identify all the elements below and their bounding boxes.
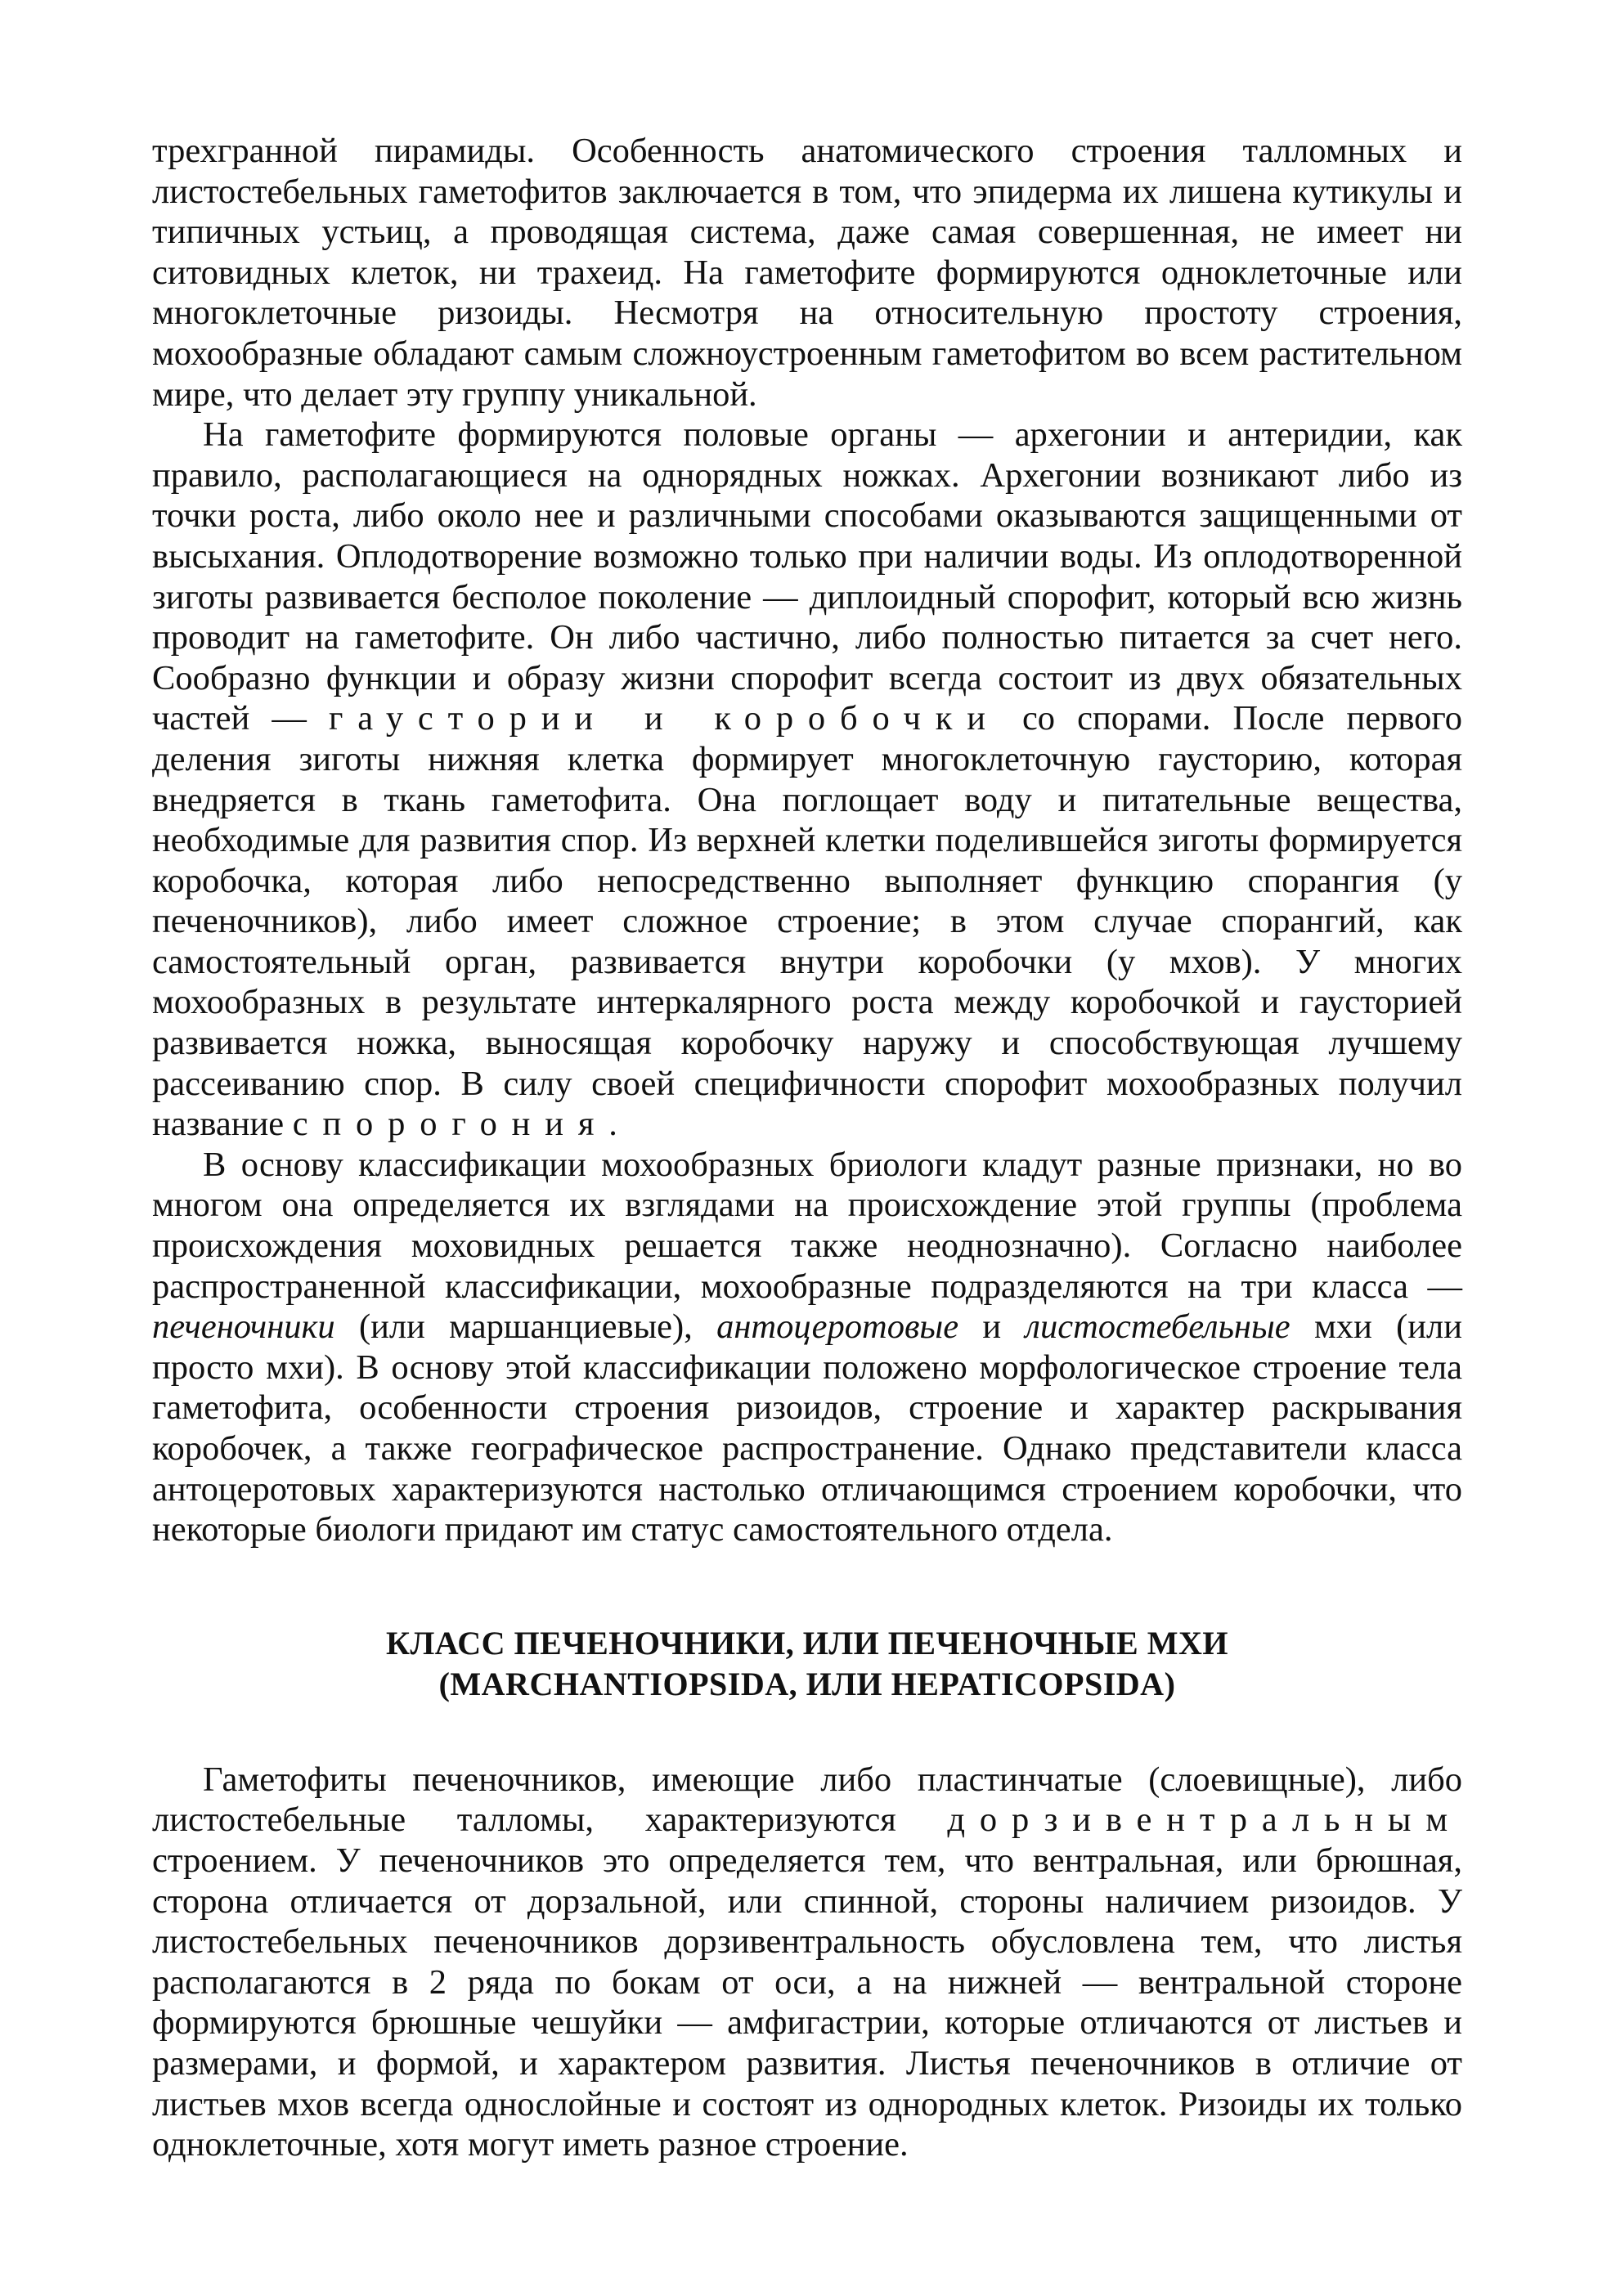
italic-term-liverworts: печеночники — [152, 1307, 335, 1347]
paragraph-1-text: трехгранной пирамиды. Особенность анатомического строения талломных и листостебельных гаметофитов заключается в том, что эпидерма их лишена кутикулы и типичных устьиц, а проводящая система, даже самая совершенная, не имеет ни ситовидных клеток, ни трахеид. На гаметофите формируются одноклеточные или многоклеточные ризоиды. Несмотря на относительную простоту строения, мохообразные обладают самым сложноустроенным гаметофитом во всем растительном мире, что делает эту группу уникальной. — [152, 132, 1462, 414]
italic-term-hornworts: антоцеротовые — [716, 1307, 959, 1347]
paragraph-3-text-b: (или маршанциевые), — [358, 1307, 693, 1347]
paragraph-3-text-d: мхи (или просто мхи). В основу этой классификации положено морфологическое строение тела гаметофита, особенности строения ризоидов, строение и характер раскрывания коробочек, а также географическое распространение. Однако представители класса антоцеротовых характеризуются настолько отличающимся строением коробочки, что некоторые биологи придают им статус самостоятельного отдела. — [152, 1307, 1462, 1549]
section-heading-line-1: КЛАСС ПЕЧЕНОЧНИКИ, ИЛИ ПЕЧЕНОЧНЫЕ МХИ — [385, 1624, 1228, 1661]
paragraph-2 — [152, 415, 1462, 1145]
section-heading — [152, 1623, 1462, 1705]
italic-term-leafy-mosses: листостебельные — [1025, 1307, 1291, 1347]
paragraph-2-text-a: На гаметофите формируются половые органы — архегонии и антеридии, как правило, располагающиеся на однорядных ножках. Архегонии возникают либо из точки роста, либо около нее и различными способами оказываются защищенными от высыхания. Оплодотворение возможно только при наличии воды. Из оплодотворенной зиготы развивается бесполое поколение — диплоидный спорофит, который всю жизнь проводит на гаметофите. Он либо частично, либо полностью питается за счет него. Сообразно функции и образу жизни спорофит всегда состоит из двух обязательных частей — — [152, 415, 1462, 738]
paragraph-4 — [152, 1760, 1462, 2165]
section-heading-line-2: (MARCHANTIOPSIDA, ИЛИ HEPATICOPSIDA) — [438, 1665, 1176, 1702]
paragraph-2-text-b: со спорами. После первого деления зиготы нижняя клетка формирует многоклеточную гаусторию, которая внедряется в ткань гаметофита. Она поглощает воду и питательные вещества, необходимые для развития спор. Из верхней клетки поделившейся зиготы формируется коробочка, которая либо непосредственно выполняет функцию спорангия (у печеночников), либо имеет сложное строение; в этом случае спорангий, как самостоятельный орган, развивается внутри коробочки (у мхов). У многих мохообразных в результате интеркалярного роста между коробочкой и гаусторией развивается ножка, выносящая коробочку наружу и способствующая лучшему рассеиванию спор. В силу своей специфичности спорофит мохообразных получил название — [152, 699, 1463, 1144]
paragraph-4-text-b: строением. У печеночников это определяется тем, что вентральная, или брюшная, сторона отличается от дорзальной, или спинной, стороны наличием ризоидов. У листостебельных печеночников дорзивентральность обусловлена тем, что листья располагаются в 2 ряда по бокам от оси, а на нижней — вентральной стороне формируются брюшные чешуйки — амфигастрии, которые отличаются от листьев и размерами, и формой, и характером развития. Листья печеночников в отличие от листьев мхов всегда однослойные и состоят из однородных клеток. Ризоиды их только одноклеточные, хотя могут иметь разное строение. — [152, 1841, 1462, 2164]
spaced-term-haustoria-capsule: гаустории и коробочки — [329, 699, 1000, 738]
paragraph-1 — [152, 131, 1462, 415]
spaced-term-sporogon: спорогония. — [292, 1105, 632, 1144]
paragraph-4-text-a: Гаметофиты печеночников, имеющие либо пластинчатые (слоевищные), либо листостебельные талломы, характеризуются — [152, 1760, 1462, 1840]
document-page — [152, 131, 1462, 2165]
paragraph-3-text-c: и — [982, 1307, 1002, 1347]
paragraph-3-text-a: В основу классификации мохообразных бриологи кладут разные признаки, но во многом она определяется их взглядами на происхождение этой группы (проблема происхождения моховидных решается также неоднозначно). Согласно наиболее распространенной классификации, мохообразные подразделяются на три класса — — [152, 1145, 1462, 1306]
paragraph-3 — [152, 1145, 1462, 1550]
spaced-term-dorsiventral: дорзивентральным — [947, 1800, 1462, 1840]
